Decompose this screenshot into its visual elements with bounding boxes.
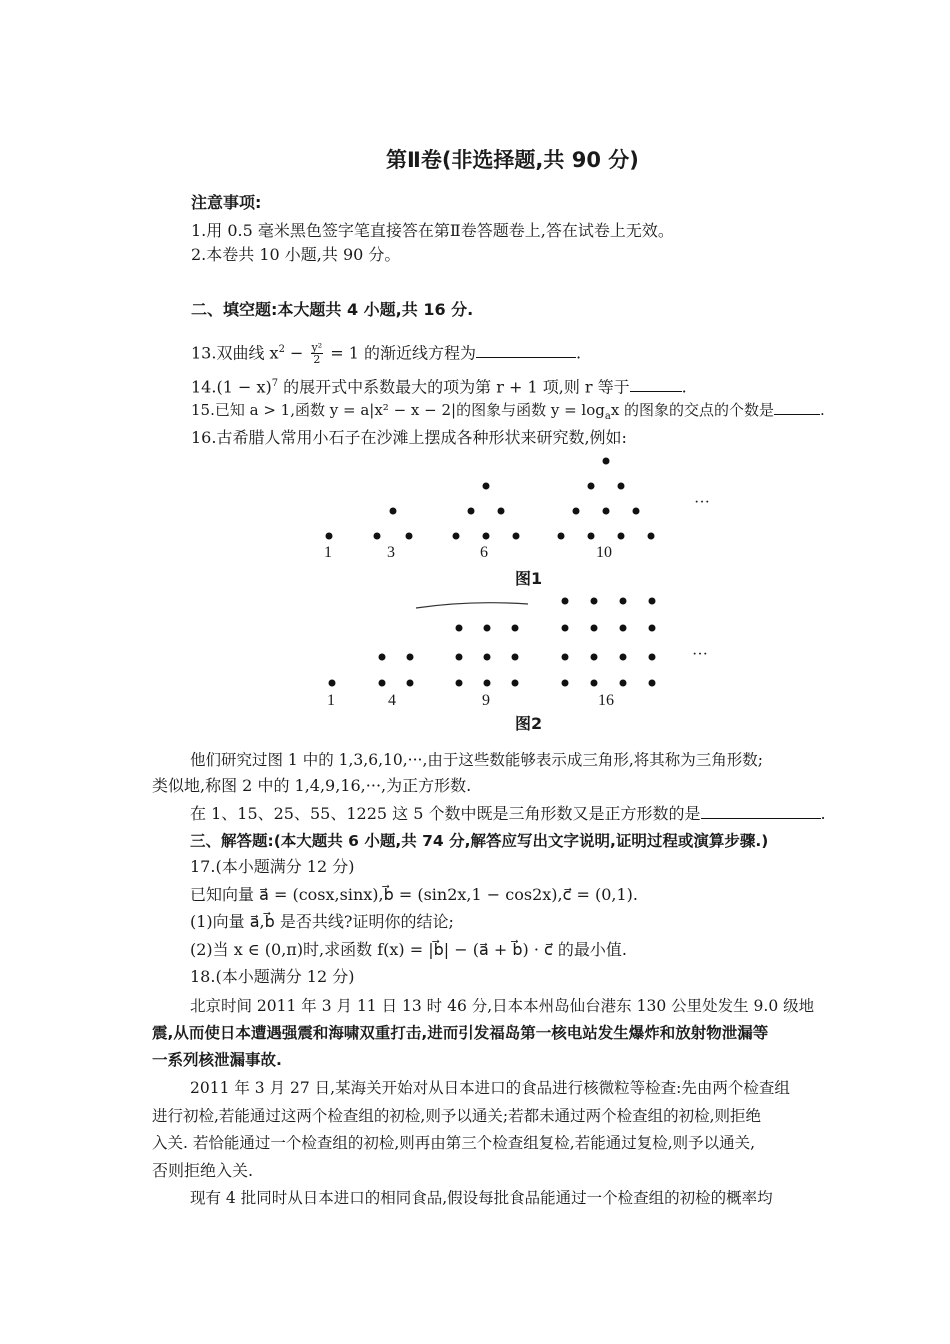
fig2-label-16: 16 (598, 692, 614, 709)
fig2-dot (484, 654, 491, 661)
fig2-dot (649, 598, 656, 605)
fig1-dot (558, 533, 565, 540)
q13-frac-den: 2 (313, 353, 321, 367)
q13-sup: 2 (278, 344, 285, 355)
q14-end: . (681, 377, 687, 397)
fig1-label-10: 10 (596, 544, 612, 561)
q16-line-3-text: 在 1、15、25、55、1225 这 5 个数中既是三角形数又是正方形数的是 (190, 804, 701, 823)
fig2-dot (562, 598, 569, 605)
fig2-dot (591, 680, 598, 687)
fig2-label-9: 9 (482, 692, 490, 709)
fig1-dot (603, 458, 610, 465)
section3-heading: 三、解答题:(本大题共 6 小题,共 74 分,解答应写出文字说明,证明过程或演算步骤.) (190, 832, 769, 850)
notice-item-1: 1.用 0.5 毫米黑色签字笔直接答在第Ⅱ卷答题卷上,答在试卷上无效。 (191, 221, 674, 240)
q15-sub: a (604, 411, 611, 422)
fig1-ellipsis: ··· (694, 494, 710, 511)
q14-sup: 7 (271, 378, 279, 389)
question-16: 16.古希腊人常用小石子在沙滩上摆成各种形状来研究数,例如: (191, 428, 627, 447)
fig2-dot (562, 625, 569, 632)
q18-label: 18.(本小题满分 12 分) (190, 967, 355, 986)
q13-end: . (576, 343, 582, 363)
fig2-dot (562, 680, 569, 687)
fig2-dot (456, 680, 463, 687)
q18-p2-line-4: 否则拒绝入关. (152, 1161, 254, 1180)
q15-end: . (820, 401, 825, 419)
fig2-dot (407, 680, 414, 687)
fig2-dot (591, 598, 598, 605)
fig2-dot (591, 625, 598, 632)
q16-answer-blank[interactable] (701, 804, 821, 819)
q18-p1-line-1: 北京时间 2011 年 3 月 11 日 13 时 46 分,日本本州岛仙台港东 130 公里处发生 9.0 级地 (190, 997, 815, 1015)
figure-2-dots (329, 598, 656, 687)
fig2-dot (484, 680, 491, 687)
fig1-dot (468, 508, 475, 515)
fig1-caption: 图1 (515, 569, 543, 588)
fig1-label-6: 6 (480, 544, 488, 561)
q16-line-3-end: . (820, 804, 826, 823)
q17-given: 已知向量 a⃗ = (cosx,sinx),b⃗ = (sin2x,1 − cos2x),c⃗ = (0,1). (190, 885, 638, 904)
fig2-dot (329, 680, 336, 687)
fig1-dot (633, 508, 640, 515)
q18-p2-line-1: 2011 年 3 月 27 日,某海关开始对从日本进口的食品进行核微粒等检查:先由两个检查组 (190, 1079, 790, 1097)
q13-post: = 1 的渐近线方程为 (325, 343, 476, 363)
fig1-dot (374, 533, 381, 540)
fig2-dot (456, 625, 463, 632)
fig2-label-1: 1 (327, 692, 335, 709)
fig2-dot (591, 654, 598, 661)
q17-part-1: (1)向量 a⃗,b⃗ 是否共线?证明你的结论; (190, 912, 454, 931)
fig2-dot (512, 654, 519, 661)
fig1-dot (326, 533, 333, 540)
q18-p2-line-2: 进行初检,若能通过这两个检查组的初检,则予以通关;若都未通过两个检查组的初检,则拒绝 (152, 1107, 762, 1125)
fig2-dot (620, 598, 627, 605)
fig2-ellipsis: ··· (692, 646, 708, 663)
q18-p1-line-2: 震,从而使日本遭遇强震和海啸双重打击,进而引发福岛第一核电站发生爆炸和放射物泄漏等 (152, 1024, 769, 1042)
fig1-dot (603, 508, 610, 515)
q18-p2-line-3: 入关. 若恰能通过一个检查组的初检,则再由第三个检查组复检,若能通过复检,则予以通关, (152, 1134, 756, 1152)
fig1-dot (588, 533, 595, 540)
fig2-label-4: 4 (388, 692, 396, 709)
fig2-dot (649, 625, 656, 632)
fig1-dot (618, 533, 625, 540)
notice-heading: 注意事项: (191, 193, 262, 212)
fig2-dot (484, 625, 491, 632)
q16-line-3 (190, 804, 826, 824)
fig2-dot (407, 654, 414, 661)
fig2-dot (620, 654, 627, 661)
q16-line-2: 类似地,称图 2 中的 1,4,9,16,···,为正方形数. (152, 776, 472, 795)
fig1-dot (648, 533, 655, 540)
fig2-dot (620, 680, 627, 687)
fig2-dot (562, 654, 569, 661)
fig2-dot (620, 625, 627, 632)
fig2-dot (512, 625, 519, 632)
fig1-dot (498, 508, 505, 515)
fig2-dot (512, 680, 519, 687)
q13-minus: − (284, 343, 309, 363)
fig1-label-3: 3 (387, 544, 395, 561)
q13-pre: 13.双曲线 x (191, 343, 279, 363)
q18-p1-line-3: 一系列核泄漏事故. (152, 1051, 282, 1069)
notice-item-2: 2.本卷共 10 小题,共 90 分。 (191, 245, 401, 264)
figure-1-dots (326, 458, 655, 540)
q14-pre: 14.(1 − x) (191, 377, 272, 397)
fig1-dot (618, 483, 625, 490)
fig1-dot (453, 533, 460, 540)
fig2-caption: 图2 (515, 714, 543, 733)
fig1-dot (390, 508, 397, 515)
section2-heading: 二、填空题:本大题共 4 小题,共 16 分. (191, 300, 474, 319)
page-title: 第Ⅱ卷(非选择题,共 90 分) (386, 148, 639, 172)
fig2-dot (649, 680, 656, 687)
fig1-dot (406, 533, 413, 540)
fig1-dot (573, 508, 580, 515)
q17-part-2: (2)当 x ∈ (0,π)时,求函数 f(x) = |b⃗| − (a⃗ + b⃗) · c⃗ 的最小值. (190, 940, 628, 959)
q14-post: 的展开式中系数最大的项为第 r + 1 项,则 r 等于 (278, 377, 630, 397)
fig1-dot (483, 533, 490, 540)
fig2-dot (649, 654, 656, 661)
q15-pre: 15.已知 a > 1,函数 y = a|x² − x − 2|的图象与函数 y = log (191, 401, 605, 419)
q18-p3-line-1: 现有 4 批同时从日本进口的相同食品,假设每批食品能通过一个检查组的初检的概率均 (190, 1189, 773, 1207)
q17-label: 17.(本小题满分 12 分) (190, 857, 355, 876)
q13-frac-num: y² (311, 341, 323, 355)
fig1-label-1: 1 (324, 544, 332, 561)
q16-line-1: 他们研究过图 1 中的 1,3,6,10,···,由于这些数能够表示成三角形,将其称为三角形数; (190, 751, 764, 769)
fig2-dot (379, 680, 386, 687)
fig1-dot (513, 533, 520, 540)
q15-post: x 的图象的交点的个数是 (610, 401, 775, 419)
fig2-dot (456, 654, 463, 661)
fig1-dot (483, 483, 490, 490)
fig1-dot (588, 483, 595, 490)
scan-artifact-curve (416, 603, 528, 608)
fig2-dot (379, 654, 386, 661)
